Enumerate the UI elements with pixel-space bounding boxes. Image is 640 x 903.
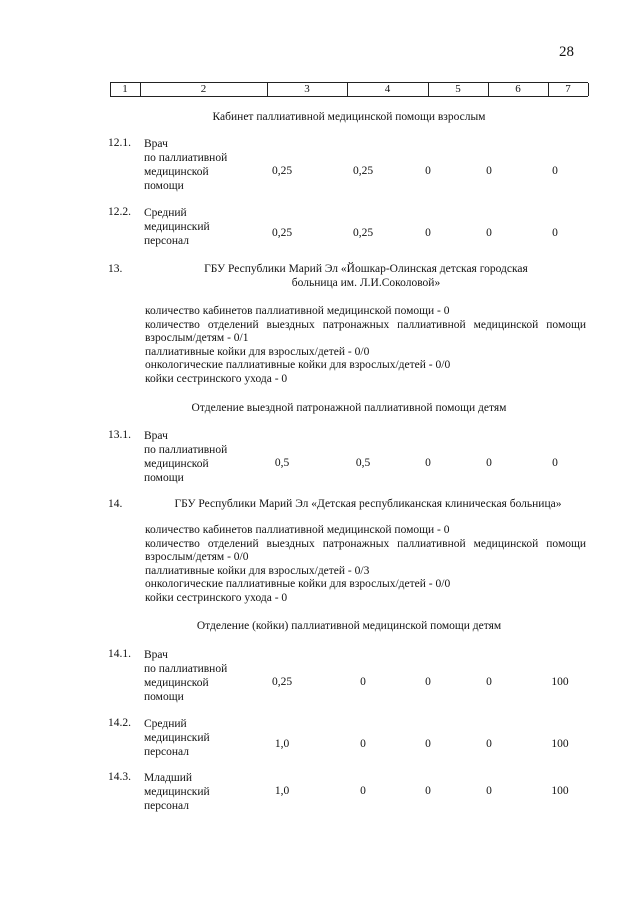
institution-info-block xyxy=(145,305,586,386)
row-staff-name: Врач по паллиативной медицинской помощи xyxy=(144,430,228,484)
row-value-col3: 0,25 xyxy=(271,676,293,688)
header-col-6: 6 xyxy=(515,83,521,95)
header-col-1: 1 xyxy=(122,83,128,95)
row-number: 14.3. xyxy=(108,771,131,783)
row-value-col3: 0,5 xyxy=(274,457,290,469)
header-col-4: 4 xyxy=(384,83,391,95)
row-value-col3: 0,25 xyxy=(271,165,293,177)
section-title-children-beds: Отделение (койки) паллиативной медицинской помощи детям xyxy=(196,620,502,632)
institution-number: 14. xyxy=(108,498,123,510)
info-line: количество кабинетов паллиативной медицинской помощи - 0 xyxy=(145,305,450,317)
row-value-col5: 0 xyxy=(425,457,431,469)
info-line: койки сестринского ухода - 0 xyxy=(145,591,288,604)
institution-title-line-2: больница им. Л.И.Соколовой» xyxy=(291,277,441,289)
row-value-col4: 0 xyxy=(360,785,366,797)
table-row-12-2 xyxy=(108,206,588,251)
row-value-col4: 0,25 xyxy=(352,227,374,239)
row-value-col7: 100 xyxy=(551,738,569,750)
info-line: количество кабинетов паллиативной медицинской помощи - 0 xyxy=(145,524,450,536)
row-number: 12.2. xyxy=(108,206,131,218)
row-value-col7: 100 xyxy=(551,676,569,688)
row-value-col3: 1,0 xyxy=(274,785,290,797)
table-row-12-1 xyxy=(108,137,588,197)
info-line: количество отделений выездных патронажных паллиативной медицинской помощи xyxy=(145,537,586,550)
row-value-col4: 0,5 xyxy=(355,457,371,469)
row-value-col5: 0 xyxy=(425,785,431,797)
header-col-2: 2 xyxy=(200,83,207,95)
info-line: количество отделений выездных патронажных паллиативной медицинской помощи xyxy=(145,318,586,331)
row-value-col6: 0 xyxy=(486,738,492,750)
row-value-col4: 0,25 xyxy=(352,165,374,177)
header-col-5: 5 xyxy=(455,83,461,95)
row-value-col5: 0 xyxy=(425,676,431,688)
row-value-col5: 0 xyxy=(425,227,431,239)
institution-title-line-1: ГБУ Республики Марий Эл «Йошкар-Олинская детская городская xyxy=(204,263,528,275)
row-value-col7: 0 xyxy=(552,457,558,469)
section-title-adult-cabinet: Кабинет паллиативной медицинской помощи взрослым xyxy=(212,111,486,123)
info-line: онкологические паллиативные койки для взрослых/детей - 0/0 xyxy=(145,359,451,371)
row-number: 12.1. xyxy=(108,137,131,149)
info-line: онкологические паллиативные койки для взрослых/детей - 0/0 xyxy=(145,578,451,590)
info-line: взрослым/детям - 0/1 xyxy=(145,332,249,344)
row-value-col3: 1,0 xyxy=(274,738,290,750)
institution-number: 13. xyxy=(108,263,123,275)
row-value-col3: 0,25 xyxy=(271,227,293,239)
info-line: койки сестринского ухода - 0 xyxy=(145,372,288,385)
info-line: паллиативные койки для взрослых/детей - 0/3 xyxy=(145,564,370,577)
row-staff-name: Средний медицинский персонал xyxy=(144,207,210,247)
row-value-col4: 0 xyxy=(360,738,366,750)
info-line: паллиативные койки для взрослых/детей - 0/0 xyxy=(145,345,370,358)
row-number: 14.1. xyxy=(108,648,131,660)
row-number: 13.1. xyxy=(108,429,131,441)
header-col-3: 3 xyxy=(304,83,310,95)
row-value-col6: 0 xyxy=(486,165,492,177)
table-row-13-1 xyxy=(108,429,588,489)
row-staff-name: Врач по паллиативной медицинской помощи xyxy=(144,138,228,192)
info-line: взрослым/детям - 0/0 xyxy=(145,551,249,563)
table-row-14-1 xyxy=(108,648,588,708)
header-col-7: 7 xyxy=(565,83,571,95)
row-value-col5: 0 xyxy=(425,738,431,750)
row-staff-name: Средний медицинский персонал xyxy=(144,718,210,758)
row-value-col7: 0 xyxy=(552,165,558,177)
table-row-14-2 xyxy=(108,717,588,762)
row-number: 14.2. xyxy=(108,717,131,729)
section-title-outreach-children: Отделение выездной патронажной паллиативной помощи детям xyxy=(191,402,507,414)
row-value-col6: 0 xyxy=(486,676,492,688)
row-value-col4: 0 xyxy=(360,676,366,688)
row-staff-name: Младший медицинский персонал xyxy=(144,772,210,812)
row-staff-name: Врач по паллиативной медицинской помощи xyxy=(144,649,228,703)
row-value-col6: 0 xyxy=(486,457,492,469)
row-value-col7: 100 xyxy=(551,785,569,797)
page-number: 28 xyxy=(559,44,574,60)
row-value-col5: 0 xyxy=(425,165,431,177)
row-value-col6: 0 xyxy=(486,785,492,797)
row-value-col6: 0 xyxy=(486,227,492,239)
row-value-col7: 0 xyxy=(552,227,558,239)
institution-info-block xyxy=(145,524,586,605)
institution-title: ГБУ Республики Марий Эл «Детская республиканская клиническая больница» xyxy=(174,498,562,510)
table-row-14-3 xyxy=(108,771,588,816)
table-header-row xyxy=(110,82,588,97)
